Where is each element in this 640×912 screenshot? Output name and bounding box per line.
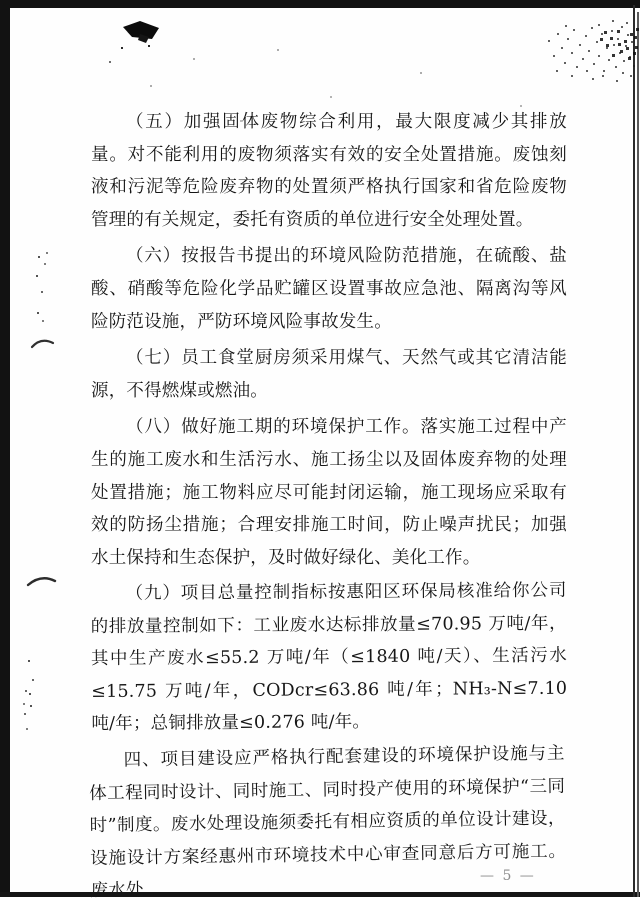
scan-edge-top [0, 0, 640, 8]
scan-edge-left [0, 0, 10, 897]
scan-noise-scattered [0, 0, 2, 2]
paragraph-section-4: 四、项目建设应严格执行配套建设的环境保护设施与主体工程同时设计、同时施工、同时投产使用的环境保护“三同时”制度。废水处理设施须委托有相应资质的单位设计建设，设施设计方案经惠州市环境技术中心审查同意后方可施工。废水处 [89, 743, 567, 902]
paragraph-item-5: （五）加强固体废物综合利用，最大限度减少其排放量。对不能利用的废物须落实有效的安全处置措施。废蚀刻液和污泥等危险废弃物的处置须严格执行国家和省危险废物管理的有关规定，委托有资质的单位进行安全处理处置。 [91, 112, 567, 230]
document-body [91, 106, 567, 912]
ink-smudge-mark [123, 21, 159, 39]
margin-swoosh-mark-upper [32, 341, 53, 347]
paragraph-item-6: （六）按报告书提出的环境风险防范措施，在硫酸、盐酸、硝酸等危险化学品贮罐区设置事故应急池、隔离沟等风险防范设施，严防环境风险事故发生。 [91, 246, 567, 332]
margin-swoosh-mark-lower [28, 578, 55, 585]
paragraph-item-9: （九）项目总量控制指标按惠阳区环保局核准给你公司的排放量控制如下：工业废水达标排放量≤70.95 万吨/年，其中生产废水≤55.2 万吨/年（≤1840 吨/天）、生活污水≤15.75 万吨/年，CODcr≤63.86 吨/年；NH₃-N≤7.10 吨/年；总铜排放量≤0.276 吨/年。 [90, 580, 568, 735]
scan-edge-right-line-outer [637, 12, 639, 897]
ink-smudge-mark-small [138, 34, 149, 43]
scan-edge-right-line [633, 5, 635, 897]
paragraph-item-7: （七）员工食堂厨房须采用煤气、天然气或其它清洁能源，不得燃煤或燃油。 [91, 348, 567, 401]
page-number: — 5 — [480, 868, 536, 884]
paragraph-item-8: （八）做好施工期的环境保护工作。落实施工过程中产生的施工废水和生活污水、施工扬尘以及固体废弃物的处理处置措施；施工物料应尽可能封闭运输，施工现场应采取有效的防扬尘措施；合理安排施工时间，防止噪声扰民；加强水土保持和生态保护，及时做好绿化、美化工作。 [91, 417, 567, 568]
